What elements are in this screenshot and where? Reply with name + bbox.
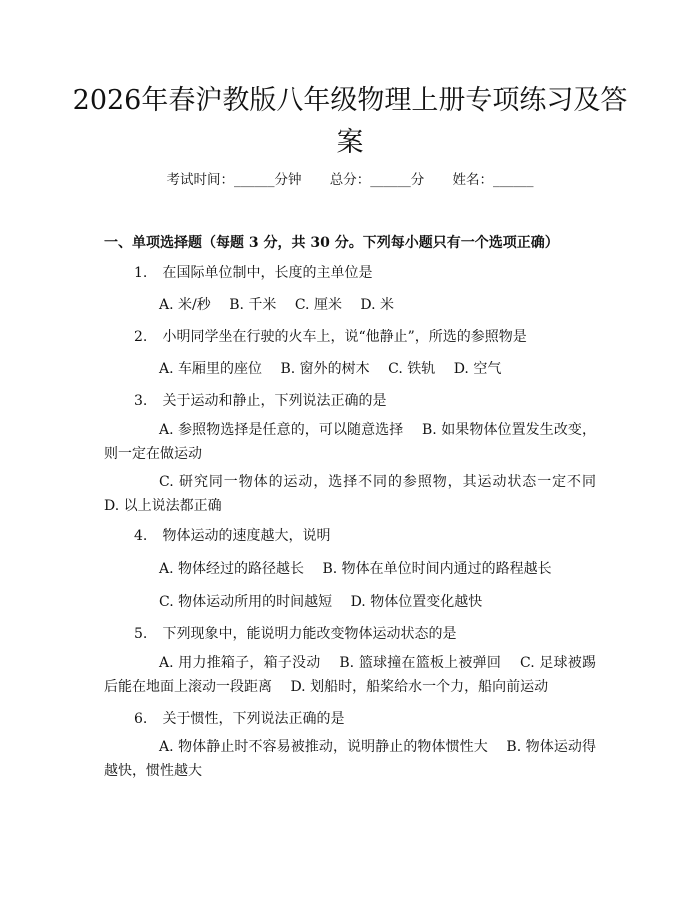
option-c: C. 物体运动所用的时间越短	[159, 594, 333, 610]
question-number: 4.	[134, 528, 148, 544]
question-4-options-cd	[159, 591, 496, 611]
option-d: D. 空气	[453, 361, 502, 377]
option-b: B. 千米	[229, 297, 277, 313]
option-a: A. 物体经过的路径越长	[159, 561, 305, 577]
question-3-options-ab: A. 参照物选择是任意的，可以随意选择 B. 如果物体位置发生改变，则一定在做运动	[104, 422, 596, 462]
student-name-field: 姓名：______	[452, 172, 534, 188]
option-c: C. 铁轨	[388, 361, 436, 377]
question-2	[134, 326, 527, 346]
question-4	[134, 525, 330, 545]
question-stem: 关于惯性，下列说法正确的是	[162, 711, 345, 727]
section-heading: 一、单项选择题（每题 3 分，共 30 分。下列每小题只有一个选项正确）	[104, 235, 559, 251]
page-title: 2026年春沪教版八年级物理上册专项练习及答案	[72, 85, 628, 158]
question-number: 6.	[134, 711, 148, 727]
exam-time-field: 考试时间：______分钟	[166, 172, 302, 188]
question-number: 2.	[134, 329, 148, 345]
question-2-options	[159, 358, 515, 378]
total-score-field: 总分：______分	[329, 172, 425, 188]
option-c: C. 厘米	[294, 297, 342, 313]
option-a: A. 车厢里的座位	[159, 361, 263, 377]
option-d: D. 米	[360, 297, 395, 313]
option-a: A. 米/秒	[159, 297, 211, 313]
option-b: B. 窗外的树木	[280, 361, 370, 377]
option-d: D. 物体位置变化越快	[350, 594, 483, 610]
question-5-options: A. 用力推箱子，箱子没动 B. 篮球撞在篮板上被弹回 C. 足球被踢后能在地面上滚动一段距离 D. 划船时，船桨给水一个力，船向前运动	[104, 655, 596, 695]
question-1-options	[159, 294, 408, 314]
question-4-options-ab	[159, 558, 566, 578]
question-5	[134, 623, 456, 643]
question-3-options-cd: C. 研究同一物体的运动，选择不同的参照物，其运动状态一定不同 D. 以上说法都正确	[104, 474, 615, 514]
question-stem: 在国际单位制中，长度的主单位是	[162, 265, 373, 281]
question-6	[134, 708, 344, 728]
question-stem: 小明同学坐在行驶的火车上，说“他静止”，所选的参照物是	[162, 329, 527, 345]
question-stem: 物体运动的速度越大，说明	[162, 528, 331, 544]
question-stem: 关于运动和静止，下列说法正确的是	[162, 393, 387, 409]
question-number: 5.	[134, 626, 148, 642]
question-stem: 下列现象中，能说明力能改变物体运动状态的是	[162, 626, 457, 642]
option-b: B. 物体在单位时间内通过的路程越长	[322, 561, 552, 577]
question-3	[134, 390, 386, 410]
question-1	[134, 262, 372, 282]
question-number: 3.	[134, 393, 148, 409]
question-6-options: A. 物体静止时不容易被推动，说明静止的物体惯性大 B. 物体运动得越快，惯性越大	[104, 739, 596, 779]
exam-info	[0, 168, 700, 188]
question-number: 1.	[134, 265, 148, 281]
